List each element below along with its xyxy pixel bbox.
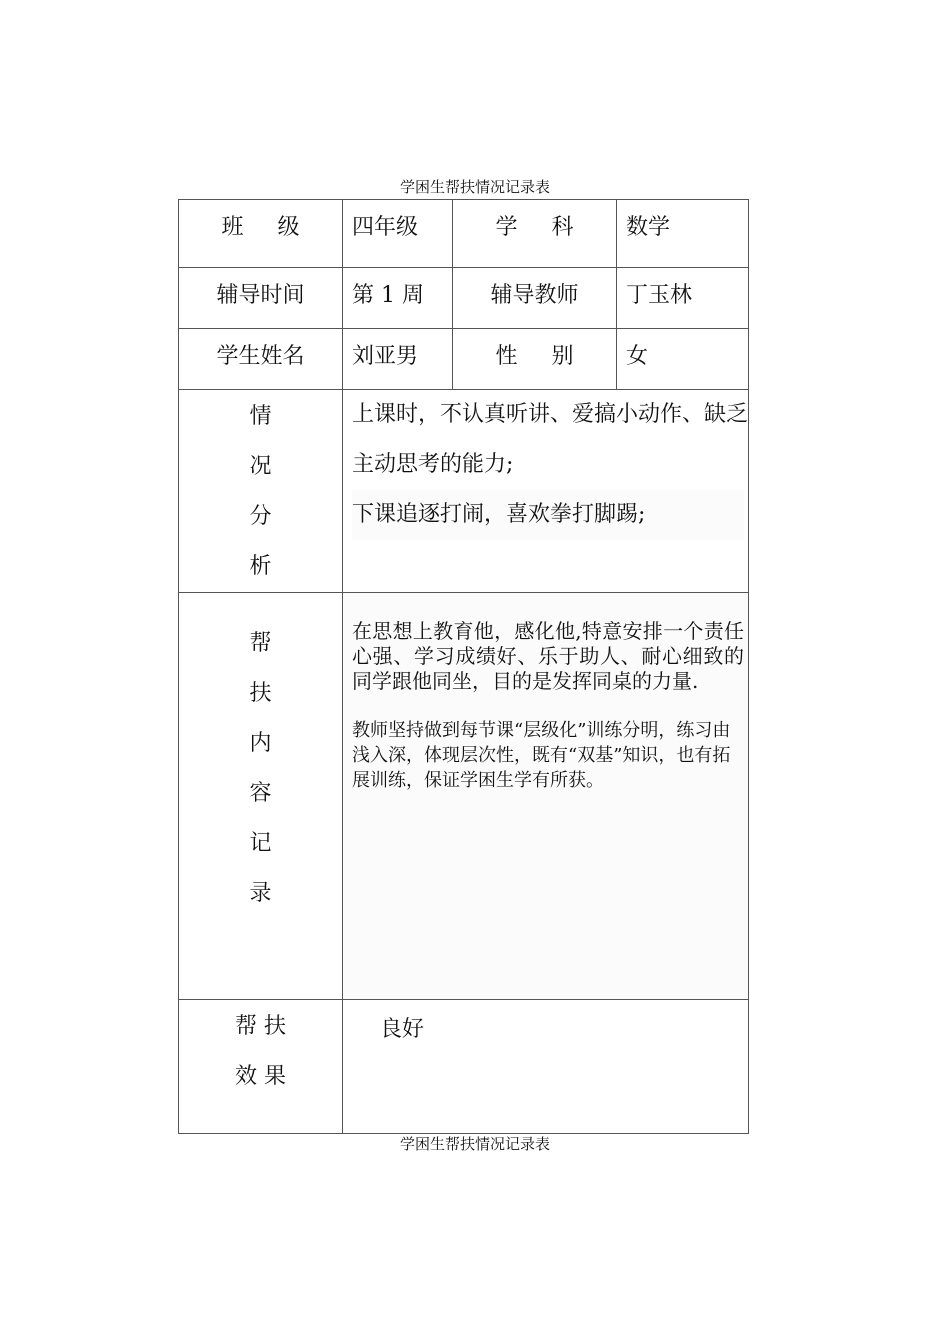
table-row	[179, 268, 749, 329]
help-paragraph: 在思想上教育他，感化他,特意安排一个责任心强、学习成绩好、乐于助人、耐心细致的同学跟他同坐，目的是发挥同桌的力量.	[352, 619, 744, 693]
help-paragraph: 教师坚持做到每节课“层级化”训练分明，练习由浅入深，体现层次性，既有“双基”知识，也有拓展训练，保证学困生学有所获。	[352, 720, 731, 791]
subject-value: 数学	[617, 200, 749, 268]
label-char: 录	[249, 881, 272, 906]
gender-value: 女	[617, 329, 749, 390]
label-char: 扶	[249, 681, 272, 706]
label-char: 析	[249, 554, 272, 579]
situation-analysis-label	[179, 390, 343, 593]
gender-label-char: 别	[551, 344, 574, 369]
label-char: 情	[249, 404, 272, 429]
footer-title: 学困生帮扶情况记录表	[399, 1135, 550, 1153]
help-effect-value: 良好	[343, 1000, 749, 1134]
subject-label-cell	[453, 200, 617, 268]
class-label-char: 班	[221, 215, 244, 240]
table-row	[179, 329, 749, 390]
class-value: 四年级	[343, 200, 453, 268]
class-label-char: 级	[277, 215, 300, 240]
subject-label-char: 学	[495, 215, 518, 240]
label-char: 帮	[249, 631, 272, 656]
class-label-cell	[179, 200, 343, 268]
help-record-label	[179, 593, 343, 1000]
assistance-record-table	[178, 199, 749, 1134]
situation-analysis-content	[343, 390, 749, 593]
student-value: 刘亚男	[343, 329, 453, 390]
label-line: 效 果	[235, 1064, 286, 1089]
label-char: 况	[249, 454, 272, 479]
subject-label-char: 科	[551, 215, 574, 240]
label-char: 记	[249, 831, 272, 856]
time-value: 第 1 周	[343, 268, 453, 329]
table-row	[179, 390, 749, 593]
label-char: 内	[249, 731, 272, 756]
situation-line: 下课追逐打闹，喜欢拳打脚踢;	[352, 490, 744, 540]
teacher-value: 丁玉林	[617, 268, 749, 329]
label-char: 分	[249, 504, 272, 529]
gender-label-char: 性	[495, 344, 518, 369]
table-row	[179, 1000, 749, 1134]
label-char: 容	[249, 781, 272, 806]
help-record-content	[343, 593, 749, 1000]
help-effect-label	[179, 1000, 343, 1134]
teacher-label: 辅导教师	[453, 268, 617, 329]
label-line: 帮 扶	[235, 1014, 286, 1039]
situation-line: 上课时，不认真听讲、爱搞小动作、缺乏	[352, 402, 749, 427]
gender-label-cell	[453, 329, 617, 390]
table-row	[179, 593, 749, 1000]
document-title: 学困生帮扶情况记录表	[399, 178, 550, 196]
table-row	[179, 200, 749, 268]
student-label: 学生姓名	[179, 329, 343, 390]
time-label: 辅导时间	[179, 268, 343, 329]
situation-line: 主动思考的能力;	[352, 452, 514, 477]
